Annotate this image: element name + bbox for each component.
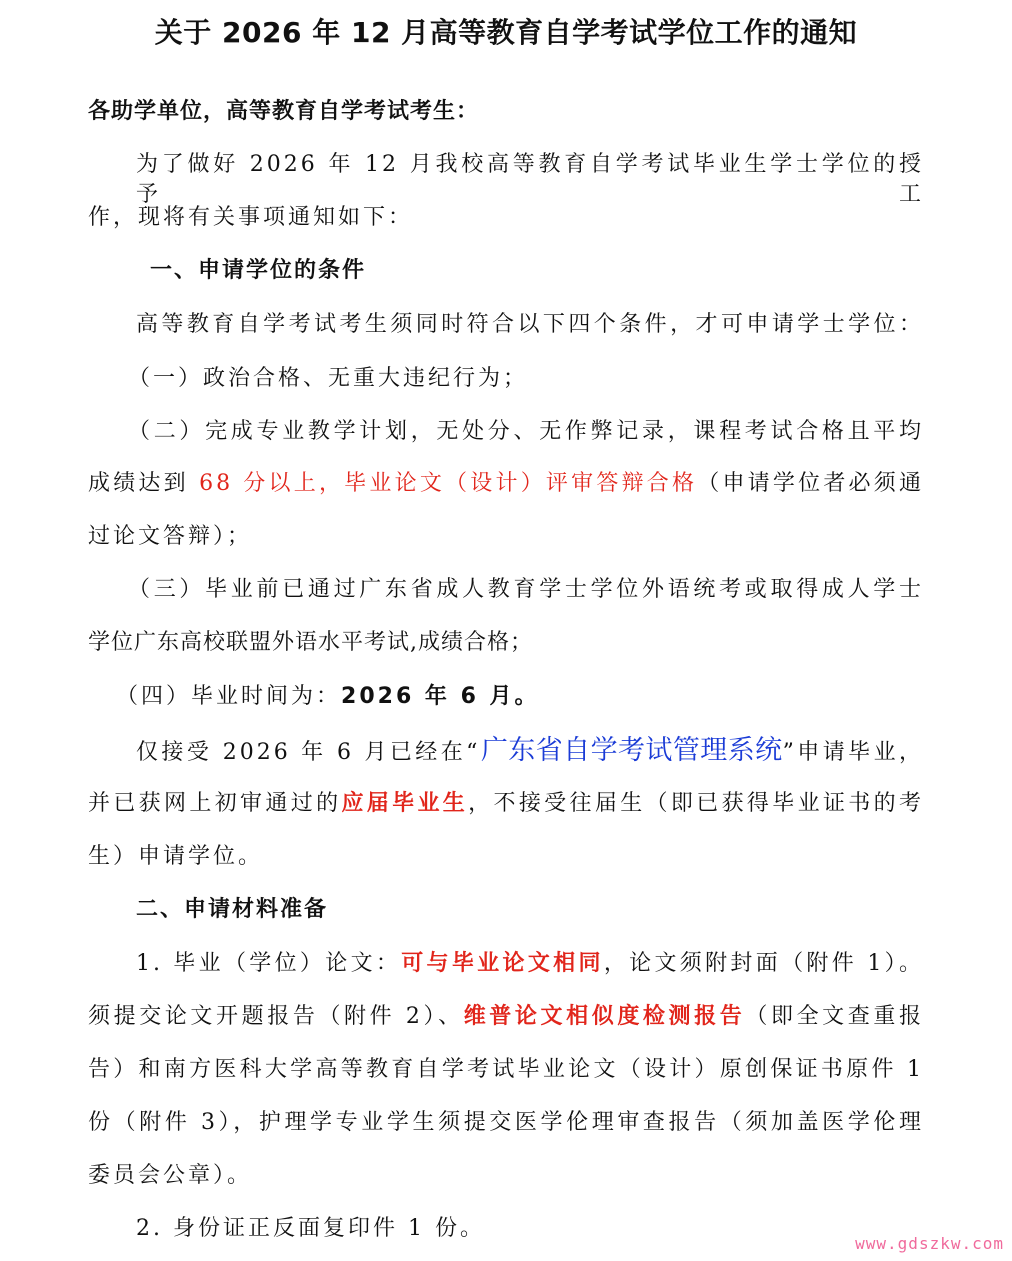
condition-2-line-3: 过论文答辩）； [88,524,253,549]
note-line-3: 生）申请学位。 [88,844,264,869]
material-2: 2. 身份证正反面复印件 1 份。 [136,1216,485,1241]
condition-3-line-2: 学位广东高校联盟外语水平考试,成绩合格； [88,630,533,655]
page-title: 关于 2026 年 12 月高等教育自学考试学位工作的通知 [154,16,858,49]
material-1-line-4: 份（附件 3），护理学专业学生须提交医学伦理审查报告（须加盖医学伦理 [88,1110,924,1135]
material-1-line-5: 委员会公章）。 [88,1163,253,1188]
material-1-line-2: 须提交论文开题报告（附件 2）、维普论文相似度检测报告（即全文查重报 [88,1004,924,1029]
note-line-2: 并已获网上初审通过的应届毕业生，不接受往届生（即已获得毕业证书的考 [88,791,924,816]
intro-line-2: 作，现将有关事项通知如下： [88,205,414,230]
condition-1: （一）政治合格、无重大违纪行为； [128,366,529,391]
thesis-same-note: 可与毕业论文相同 [401,951,604,976]
condition-lead: 高等教育自学考试考生须同时符合以下四个条件，才可申请学士学位： [136,312,924,337]
condition-2-line-1: （二）完成专业教学计划，无处分、无作弊记录，课程考试合格且平均 [128,419,924,444]
system-name: 广东省自学考试管理系统 [480,735,783,766]
note-line-1: 仅接受 2026 年 6 月已经在“广东省自学考试管理系统”申请毕业， [136,735,925,766]
condition-4: （四）毕业时间为：2026 年 6 月。 [116,684,540,709]
condition-3-line-1: （三）毕业前已通过广东省成人教育学士学位外语统考或取得成人学士 [128,577,924,602]
salutation: 各助学单位，高等教育自学考试考生： [88,99,480,124]
material-1-line-3: 告）和南方医科大学高等教育自学考试毕业论文（设计）原创保证书原件 1 [88,1057,924,1082]
condition-2-line-2: 成绩达到 68 分以上，毕业论文（设计）评审答辩合格（申请学位者必须通 [88,471,924,496]
material-1-line-1: 1. 毕业（学位）论文：可与毕业论文相同，论文须附封面（附件 1）。 [136,951,924,976]
fresh-graduates: 应届毕业生 [341,791,469,816]
watermark: www.gdszkw.com [855,1234,1004,1253]
intro-line-1: 为了做好 2026 年 12 月我校高等教育自学考试毕业生学士学位的授予工 [136,152,924,207]
section-1-heading: 一、申请学位的条件 [150,258,367,283]
score-requirement: 68 分以上，毕业论文（设计）评审答辩合格 [199,471,698,496]
section-2-heading: 二、申请材料准备 [136,897,329,922]
graduation-date: 2026 年 6 月。 [341,684,540,709]
similarity-report: 维普论文相似度检测报告 [463,1004,746,1029]
